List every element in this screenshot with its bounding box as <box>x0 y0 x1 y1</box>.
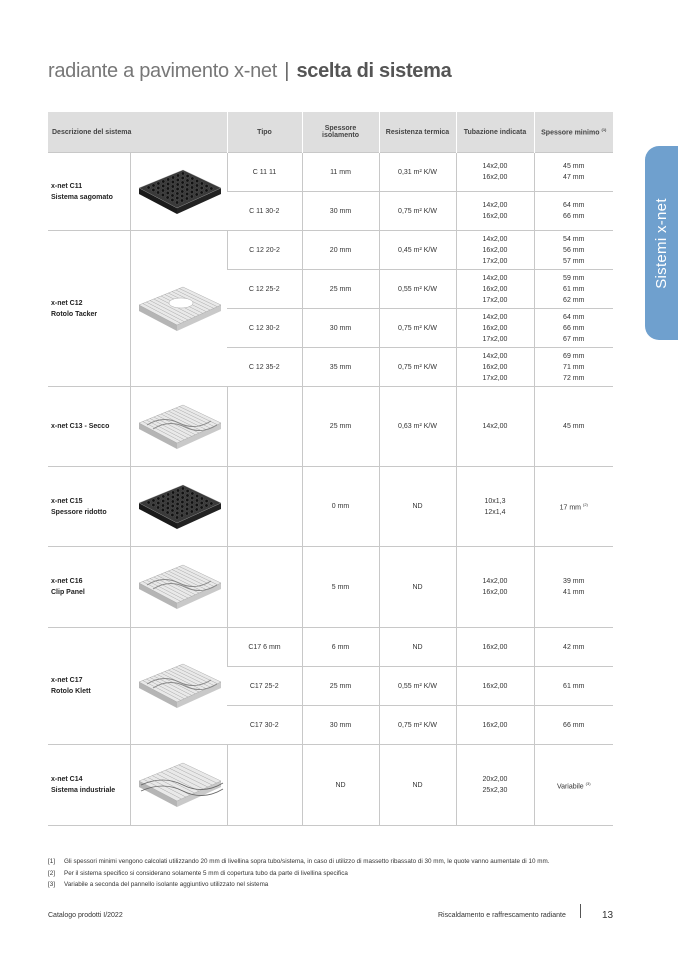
thermal-resistance-cell: 0,75 m² K/W <box>379 192 456 231</box>
header-pipe: Tubazione indicata <box>456 112 534 153</box>
insulation-cell: ND <box>302 745 379 826</box>
thermal-resistance-cell: ND <box>379 745 456 826</box>
header-type: Tipo <box>227 112 302 153</box>
page-title-light: radiante a pavimento x-net <box>48 60 278 82</box>
min-thickness-cell: Variabile $^{(3)}$ <box>534 745 613 826</box>
table-row <box>48 547 613 628</box>
insulation-cell: 5 mm <box>302 547 379 628</box>
side-section-tab <box>645 146 678 340</box>
c17-roll-image <box>133 656 225 716</box>
thermal-resistance-cell: 0,75 m² K/W <box>379 706 456 745</box>
pipe-cell: 14x2,00 16x2,00 17x2,00 <box>456 309 534 348</box>
system-image-cell <box>130 387 227 467</box>
table-row <box>48 467 613 547</box>
header-description: Descrizione del sistema <box>48 112 227 153</box>
footnote-1: [1] Gli spessori minimi vengono calcolati utilizzando 20 mm di livellina sopra tubo/sistema, in caso di utilizzo di massetto ribassato di 30 mm, le quote vanno aumentate di 10 mm. <box>48 858 550 865</box>
insulation-cell: 6 mm <box>302 628 379 667</box>
system-name-cell: x-net C13 - Secco <box>48 387 130 467</box>
footnote-3: [3] Variabile a seconda del pannello isolante aggiuntivo utilizzato nel sistema <box>48 881 269 888</box>
pipe-cell: 14x2,00 16x2,00 <box>456 192 534 231</box>
footnote-2: [2] Per il sistema specifico si considerano solamente 5 mm di copertura tubo da parte di livellina specifica <box>48 869 348 877</box>
insulation-cell: 30 mm <box>302 192 379 231</box>
table-row <box>48 153 613 192</box>
system-image-cell <box>130 628 227 745</box>
c13-dry-panel-image <box>133 397 225 457</box>
system-image-cell <box>130 467 227 547</box>
footnotes <box>48 856 648 891</box>
system-name-cell: x-net C14 Sistema industriale <box>48 745 130 826</box>
thermal-resistance-cell: 0,31 m² K/W <box>379 153 456 192</box>
footer-section: Riscaldamento e raffrescamento radiante <box>438 912 566 919</box>
header-thermal-resistance: Resistenza termica <box>379 112 456 153</box>
type-cell: C 11 30-2 <box>227 192 302 231</box>
insulation-cell: 11 mm <box>302 153 379 192</box>
side-section-label: Sistemi x-net <box>653 197 670 289</box>
c11-panel-image <box>133 162 225 222</box>
type-cell <box>227 387 302 467</box>
min-thickness-cell: 17 mm $^{(2)}$ <box>534 467 613 547</box>
min-thickness-cell: 39 mm 41 mm <box>534 547 613 628</box>
type-cell: C 11 11 <box>227 153 302 192</box>
min-thickness-cell: 45 mm 47 mm <box>534 153 613 192</box>
insulation-cell: 25 mm <box>302 387 379 467</box>
insulation-cell: 30 mm <box>302 706 379 745</box>
type-cell: C 12 35-2 <box>227 348 302 387</box>
thermal-resistance-cell: ND <box>379 628 456 667</box>
pipe-cell: 20x2,00 25x2,30 <box>456 745 534 826</box>
pipe-cell: 14x2,00 <box>456 387 534 467</box>
min-thickness-cell: 69 mm 71 mm 72 mm <box>534 348 613 387</box>
c15-panel-image <box>133 477 225 537</box>
table-row <box>48 745 613 826</box>
page-title-bold: scelta di sistema <box>296 60 452 82</box>
type-cell: C17 30-2 <box>227 706 302 745</box>
system-image-cell <box>130 153 227 231</box>
type-cell: C 12 30-2 <box>227 309 302 348</box>
min-thickness-cell: 45 mm <box>534 387 613 467</box>
c12-roll-image <box>133 279 225 339</box>
type-cell: C 12 20-2 <box>227 231 302 270</box>
min-thickness-cell: 54 mm 56 mm 57 mm <box>534 231 613 270</box>
insulation-cell: 25 mm <box>302 667 379 706</box>
table-row <box>48 628 613 667</box>
insulation-cell: 30 mm <box>302 309 379 348</box>
pipe-cell: 10x1,3 12x1,4 <box>456 467 534 547</box>
min-thickness-cell: 61 mm <box>534 667 613 706</box>
type-cell <box>227 745 302 826</box>
type-cell: C17 25-2 <box>227 667 302 706</box>
table-row <box>48 231 613 270</box>
system-name-cell: x-net C12 Rotolo Tacker <box>48 231 130 387</box>
system-image-cell <box>130 231 227 387</box>
insulation-cell: 0 mm <box>302 467 379 547</box>
table-header-row <box>48 112 613 153</box>
min-thickness-cell: 59 mm 61 mm 62 mm <box>534 270 613 309</box>
insulation-cell: 35 mm <box>302 348 379 387</box>
pipe-cell: 14x2,00 16x2,00 17x2,00 <box>456 348 534 387</box>
pipe-cell: 14x2,00 16x2,00 17x2,00 <box>456 270 534 309</box>
type-cell <box>227 547 302 628</box>
min-thickness-cell: 64 mm 66 mm <box>534 192 613 231</box>
thermal-resistance-cell: 0,75 m² K/W <box>379 309 456 348</box>
type-cell <box>227 467 302 547</box>
system-image-cell <box>130 745 227 826</box>
min-thickness-cell: 64 mm 66 mm 67 mm <box>534 309 613 348</box>
c14-industrial-image <box>133 755 225 815</box>
system-name-cell: x-net C15 Spessore ridotto <box>48 467 130 547</box>
page-number: 13 <box>602 910 614 921</box>
header-insulation: Spessore isolamento <box>302 112 379 153</box>
pipe-cell: 14x2,00 16x2,00 17x2,00 <box>456 231 534 270</box>
type-cell: C 12 25-2 <box>227 270 302 309</box>
c16-clip-panel-image <box>133 557 225 617</box>
pipe-cell: 16x2,00 <box>456 706 534 745</box>
system-name-cell: x-net C17 Rotolo Klett <box>48 628 130 745</box>
pipe-cell: 14x2,00 16x2,00 <box>456 547 534 628</box>
footer-catalog: Catalogo prodotti I/2022 <box>48 912 123 919</box>
thermal-resistance-cell: 0,45 m² K/W <box>379 231 456 270</box>
table-row <box>48 387 613 467</box>
type-cell: C17 6 mm <box>227 628 302 667</box>
system-image-cell <box>130 547 227 628</box>
page-title <box>48 60 451 83</box>
thermal-resistance-cell: ND <box>379 547 456 628</box>
system-selection-table <box>48 112 613 826</box>
min-thickness-cell: 66 mm <box>534 706 613 745</box>
page-title-separator: | <box>284 60 290 82</box>
pipe-cell: 16x2,00 <box>456 628 534 667</box>
insulation-cell: 25 mm <box>302 270 379 309</box>
thermal-resistance-cell: 0,55 m² K/W <box>379 270 456 309</box>
footer-divider <box>580 904 581 918</box>
header-min-thickness: Spessore minimo $^{(1)}$ <box>534 112 613 153</box>
pipe-cell: 16x2,00 <box>456 667 534 706</box>
pipe-cell: 14x2,00 16x2,00 <box>456 153 534 192</box>
system-name-cell: x-net C11 Sistema sagomato <box>48 153 130 231</box>
thermal-resistance-cell: 0,63 m² K/W <box>379 387 456 467</box>
thermal-resistance-cell: ND <box>379 467 456 547</box>
thermal-resistance-cell: 0,75 m² K/W <box>379 348 456 387</box>
system-name-cell: x-net C16 Clip Panel <box>48 547 130 628</box>
thermal-resistance-cell: 0,55 m² K/W <box>379 667 456 706</box>
insulation-cell: 20 mm <box>302 231 379 270</box>
min-thickness-cell: 42 mm <box>534 628 613 667</box>
